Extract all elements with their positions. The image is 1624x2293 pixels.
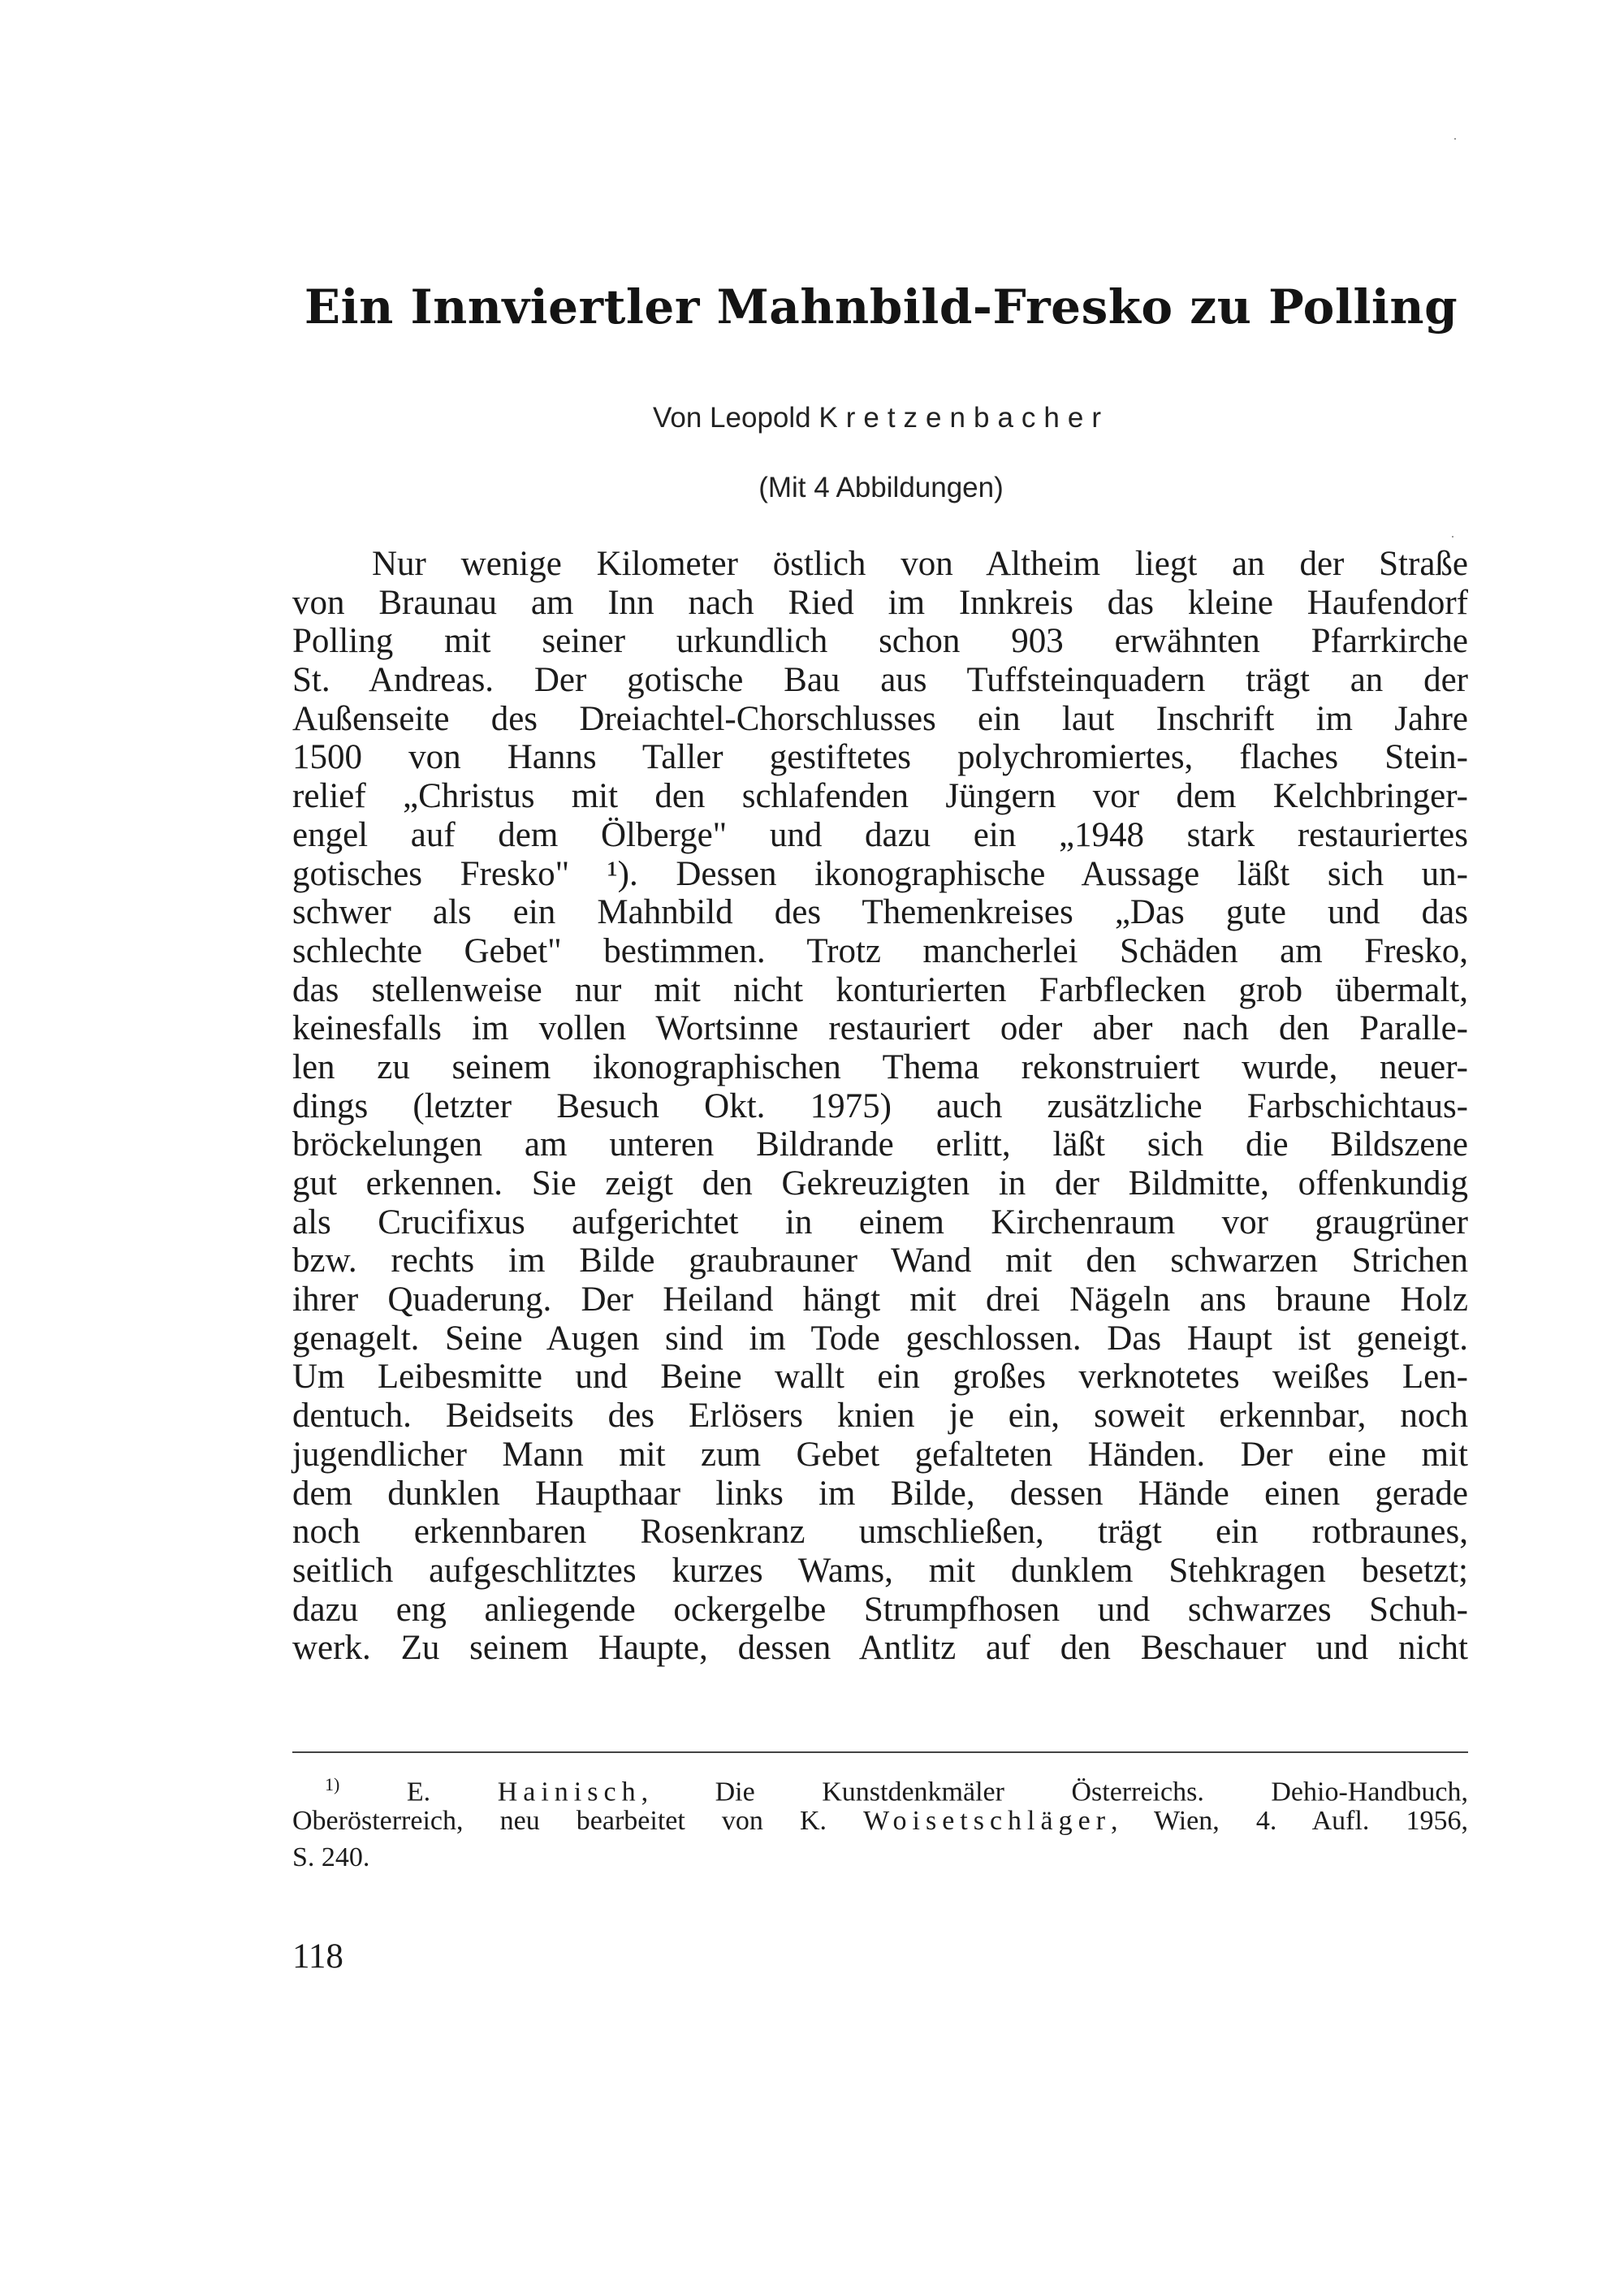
- body-line: dem dunklen Haupthaar links im Bilde, dessen Hände einen gerade: [292, 1474, 1468, 1513]
- body-line: jugendlicher Mann mit zum Gebet gefalteten Händen. Der eine mit: [292, 1435, 1468, 1474]
- body-line: ihrer Quaderung. Der Heiland hängt mit drei Nägeln ans braune Holz: [292, 1280, 1468, 1319]
- body-line: noch erkennbaren Rosenkranz umschließen, trägt ein rotbraunes,: [292, 1513, 1468, 1552]
- footnote-line: [292, 1803, 1468, 1839]
- body-line: bzw. rechts im Bilde graubrauner Wand mit den schwarzen Strichen: [292, 1242, 1468, 1280]
- scan-speck: [1454, 138, 1456, 140]
- footnote-line: [292, 1766, 1469, 1807]
- body-line: St. Andreas. Der gotische Bau aus Tuffsteinquadern trägt an der: [292, 661, 1468, 700]
- body-line: Nur wenige Kilometer östlich von Altheim liegt an der Straße: [372, 545, 1468, 583]
- body-line: engel auf dem Ölberge" und dazu ein „1948 stark restauriertes: [292, 815, 1468, 854]
- footnote-line: S. 240.: [292, 1842, 370, 1872]
- page-number: 118: [292, 1937, 343, 1976]
- body-line: dazu eng anliegende ockergelbe Strumpfhosen und schwarzes Schuh-: [292, 1590, 1468, 1629]
- body-line: als Crucifixus aufgerichtet in einem Kirchenraum vor graugrüner: [292, 1203, 1468, 1242]
- body-line: Außenseite des Dreiachtel-Chorschlusses ein laut Inschrift im Jahre: [292, 699, 1468, 738]
- footnote-author-initial: E.: [406, 1777, 431, 1807]
- body-line: Polling mit seiner urkundlich schon 903 erwähnten Pfarrkirche: [292, 622, 1468, 661]
- body-line: keinesfalls im vollen Wortsinne restauriert oder aber nach den Paralle-: [292, 1009, 1468, 1048]
- body-line: dings (letzter Besuch Okt. 1975) auch zusätzliche Farbschichtaus-: [292, 1086, 1468, 1125]
- body-line: Um Leibesmitte und Beine wallt ein großes verknotetes weißes Len-: [292, 1358, 1468, 1397]
- footnote-text: Oberösterreich, neu bearbeitet von K.: [292, 1806, 827, 1836]
- byline-prefix: Von Leopold: [652, 402, 811, 434]
- body-line: werk. Zu seinem Haupte, dessen Antlitz auf den Beschauer und nicht: [292, 1629, 1468, 1668]
- body-line: seitlich aufgeschlitztes kurzes Wams, mit dunklem Stehkragen besetzt;: [292, 1551, 1468, 1590]
- body-line: 1500 von Hanns Taller gestiftetes polychromiertes, flaches Stein-: [292, 738, 1468, 777]
- footnote-divider: [292, 1751, 1468, 1753]
- body-line: bröckelungen am unteren Bildrande erlitt, läßt sich die Bildszene: [292, 1125, 1468, 1164]
- footnote-editor-name: Woisetschläger: [863, 1806, 1112, 1836]
- body-line: von Braunau am Inn nach Ried im Innkreis das kleine Haufendorf: [292, 583, 1468, 622]
- article-title: Ein Innviertler Mahnbild-Fresko zu Polling: [304, 279, 1458, 335]
- body-line: schwer als ein Mahnbild des Themenkreises „Das gute und das: [292, 893, 1468, 932]
- byline: [292, 398, 1470, 438]
- body-line: dentuch. Beidseits des Erlösers knien je ein, soweit erkennbar, noch: [292, 1397, 1468, 1436]
- body-line: relief „Christus mit den schlafenden Jüngern vor dem Kelchbringer-: [292, 777, 1468, 816]
- body-line: len zu seinem ikonographischen Thema rekonstruiert wurde, neuer-: [292, 1047, 1468, 1086]
- subtitle: (Mit 4 Abbildungen): [758, 472, 1004, 503]
- body-line: genagelt. Seine Augen sind im Tode geschlossen. Das Haupt ist geneigt.: [292, 1319, 1468, 1358]
- footnote-text: , Die Kunstdenkmäler Österreichs. Dehio-Handbuch,: [641, 1777, 1469, 1807]
- body-line: gut erkennen. Sie zeigt den Gekreuzigten in der Bildmitte, offenkundig: [292, 1164, 1468, 1203]
- footnote: [292, 1766, 1468, 1876]
- author-name: Kretzenbacher: [818, 402, 1109, 434]
- footnote-text: , Wien, 4. Aufl. 1956,: [1111, 1806, 1468, 1836]
- body-line: schlechte Gebet" bestimmen. Trotz mancherlei Schäden am Fresko,: [292, 931, 1468, 970]
- footnote-author-name: Hainisch: [497, 1777, 641, 1807]
- body-line: gotisches Fresko" ¹). Dessen ikonographische Aussage läßt sich un-: [292, 854, 1468, 893]
- footnote-marker: 1): [325, 1774, 340, 1794]
- body-line: das stellenweise nur mit nicht konturierten Farbflecken grob übermalt,: [292, 970, 1468, 1009]
- article-body: [292, 545, 1468, 1668]
- scan-speck: [1452, 536, 1453, 538]
